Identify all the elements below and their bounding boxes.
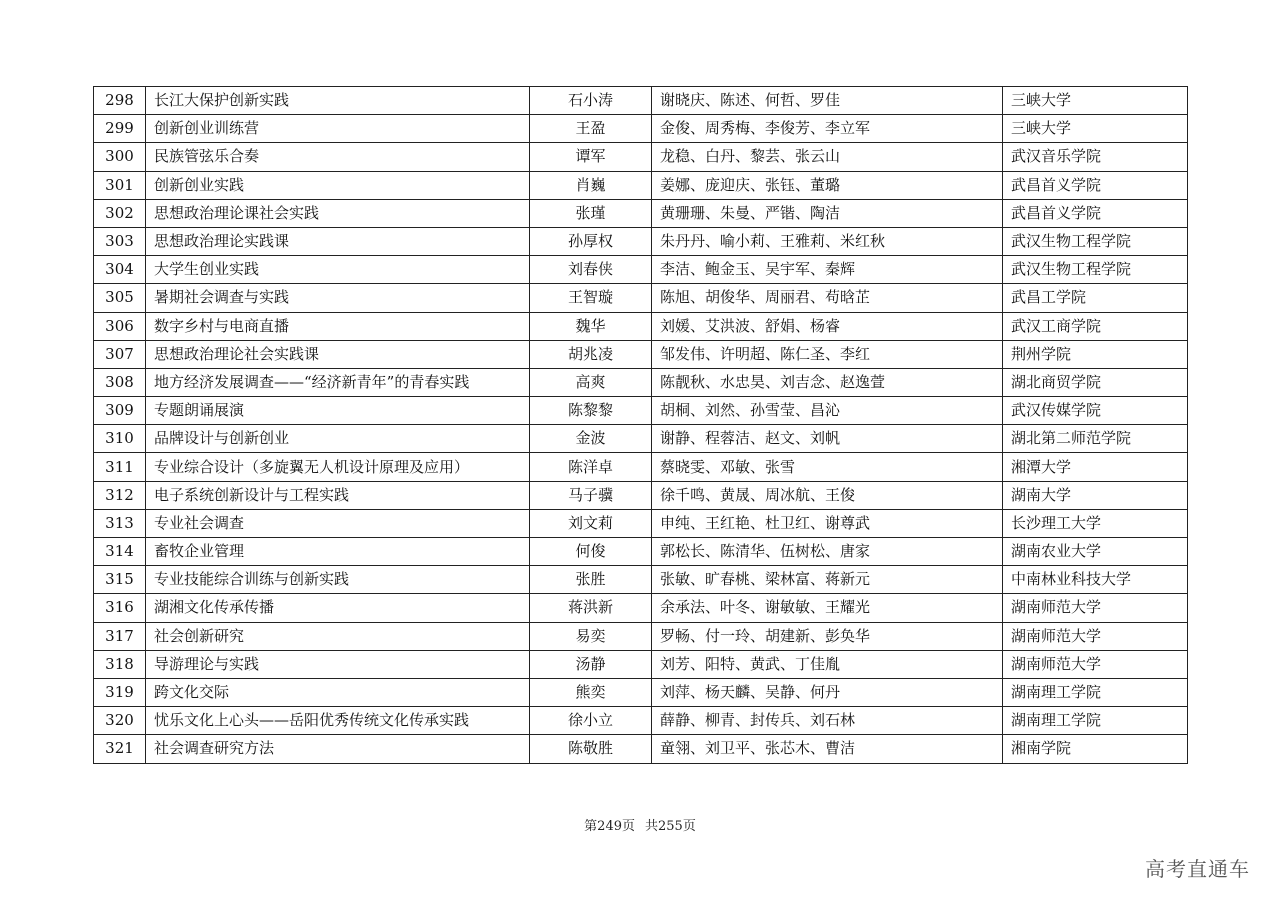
course-leader-cell: 金波	[530, 425, 652, 453]
course-leader-cell: 徐小立	[530, 707, 652, 735]
course-name-cell: 忧乐文化上心头——岳阳优秀传统文化传承实践	[146, 707, 530, 735]
table-row	[94, 312, 1188, 340]
team-members-cell: 薛静、柳青、封传兵、刘石林	[652, 707, 1003, 735]
course-leader-cell: 王智璇	[530, 284, 652, 312]
row-number-cell: 303	[94, 227, 146, 255]
table-row	[94, 678, 1188, 706]
team-members-cell: 李洁、鲍金玉、吴宇军、秦辉	[652, 256, 1003, 284]
table-row	[94, 87, 1188, 115]
school-cell: 长沙理工大学	[1003, 509, 1188, 537]
course-leader-cell: 魏华	[530, 312, 652, 340]
team-members-cell: 余承法、叶冬、谢敏敏、王耀光	[652, 594, 1003, 622]
table-row	[94, 622, 1188, 650]
team-members-cell: 刘萍、杨天麟、吴静、何丹	[652, 678, 1003, 706]
course-leader-cell: 蒋洪新	[530, 594, 652, 622]
course-name-cell: 跨文化交际	[146, 678, 530, 706]
team-members-cell: 郭松长、陈清华、伍树松、唐家	[652, 538, 1003, 566]
team-members-cell: 张敏、旷春桃、梁林富、蒋新元	[652, 566, 1003, 594]
course-leader-cell: 易奕	[530, 622, 652, 650]
school-cell: 中南林业科技大学	[1003, 566, 1188, 594]
team-members-cell: 罗畅、付一玲、胡建新、彭奂华	[652, 622, 1003, 650]
course-name-cell: 电子系统创新设计与工程实践	[146, 481, 530, 509]
team-members-cell: 金俊、周秀梅、李俊芳、李立军	[652, 115, 1003, 143]
school-cell: 武汉生物工程学院	[1003, 227, 1188, 255]
row-number-cell: 306	[94, 312, 146, 340]
school-cell: 三峡大学	[1003, 87, 1188, 115]
table-row	[94, 143, 1188, 171]
row-number-cell: 321	[94, 735, 146, 763]
table-row	[94, 538, 1188, 566]
row-number-cell: 319	[94, 678, 146, 706]
page-total: 共255页	[645, 819, 696, 834]
page-footer	[0, 815, 1280, 834]
team-members-cell: 谢晓庆、陈述、何哲、罗佳	[652, 87, 1003, 115]
team-members-cell: 蔡晓雯、邓敏、张雪	[652, 453, 1003, 481]
course-name-cell: 专题朗诵展演	[146, 397, 530, 425]
course-leader-cell: 张瑾	[530, 199, 652, 227]
course-leader-cell: 王盈	[530, 115, 652, 143]
table-row	[94, 115, 1188, 143]
row-number-cell: 308	[94, 368, 146, 396]
team-members-cell: 申纯、王红艳、杜卫红、谢尊武	[652, 509, 1003, 537]
table-row	[94, 650, 1188, 678]
table-row	[94, 171, 1188, 199]
row-number-cell: 300	[94, 143, 146, 171]
course-name-cell: 湖湘文化传承传播	[146, 594, 530, 622]
course-leader-cell: 刘春侠	[530, 256, 652, 284]
team-members-cell: 朱丹丹、喻小莉、王雅莉、米红秋	[652, 227, 1003, 255]
row-number-cell: 309	[94, 397, 146, 425]
course-leader-cell: 陈敬胜	[530, 735, 652, 763]
course-leader-cell: 熊奕	[530, 678, 652, 706]
table-row	[94, 509, 1188, 537]
row-number-cell: 298	[94, 87, 146, 115]
course-table	[93, 86, 1188, 764]
course-leader-cell: 刘文莉	[530, 509, 652, 537]
school-cell: 湖南师范大学	[1003, 622, 1188, 650]
school-cell: 湖南理工学院	[1003, 707, 1188, 735]
course-name-cell: 社会创新研究	[146, 622, 530, 650]
row-number-cell: 315	[94, 566, 146, 594]
table-row	[94, 227, 1188, 255]
table-row	[94, 735, 1188, 763]
school-cell: 湘潭大学	[1003, 453, 1188, 481]
school-cell: 湖南师范大学	[1003, 650, 1188, 678]
team-members-cell: 童翎、刘卫平、张芯木、曹洁	[652, 735, 1003, 763]
table-row	[94, 397, 1188, 425]
team-members-cell: 谢静、程蓉洁、赵文、刘帆	[652, 425, 1003, 453]
team-members-cell: 姜娜、庞迎庆、张钰、董璐	[652, 171, 1003, 199]
row-number-cell: 307	[94, 340, 146, 368]
team-members-cell: 胡桐、刘然、孙雪莹、昌沁	[652, 397, 1003, 425]
row-number-cell: 311	[94, 453, 146, 481]
team-members-cell: 刘媛、艾洪波、舒娟、杨睿	[652, 312, 1003, 340]
course-name-cell: 创新创业实践	[146, 171, 530, 199]
course-name-cell: 专业综合设计（多旋翼无人机设计原理及应用）	[146, 453, 530, 481]
course-name-cell: 品牌设计与创新创业	[146, 425, 530, 453]
course-name-cell: 数字乡村与电商直播	[146, 312, 530, 340]
team-members-cell: 龙稳、白丹、黎芸、张云山	[652, 143, 1003, 171]
school-cell: 湖北商贸学院	[1003, 368, 1188, 396]
team-members-cell: 陈旭、胡俊华、周丽君、苟晗芷	[652, 284, 1003, 312]
table-row	[94, 566, 1188, 594]
team-members-cell: 邹发伟、许明超、陈仁圣、李红	[652, 340, 1003, 368]
row-number-cell: 302	[94, 199, 146, 227]
course-name-cell: 导游理论与实践	[146, 650, 530, 678]
school-cell: 武汉传媒学院	[1003, 397, 1188, 425]
school-cell: 湖南师范大学	[1003, 594, 1188, 622]
table-row	[94, 481, 1188, 509]
school-cell: 湖南农业大学	[1003, 538, 1188, 566]
course-name-cell: 畜牧企业管理	[146, 538, 530, 566]
row-number-cell: 304	[94, 256, 146, 284]
row-number-cell: 313	[94, 509, 146, 537]
team-members-cell: 刘芳、阳特、黄武、丁佳胤	[652, 650, 1003, 678]
row-number-cell: 299	[94, 115, 146, 143]
course-name-cell: 思想政治理论课社会实践	[146, 199, 530, 227]
school-cell: 武汉生物工程学院	[1003, 256, 1188, 284]
school-cell: 武昌首义学院	[1003, 171, 1188, 199]
row-number-cell: 312	[94, 481, 146, 509]
watermark-text: 高考直通车	[1145, 857, 1250, 881]
course-leader-cell: 马子骥	[530, 481, 652, 509]
course-name-cell: 社会调查研究方法	[146, 735, 530, 763]
table-row	[94, 594, 1188, 622]
school-cell: 湖南理工学院	[1003, 678, 1188, 706]
table-body	[94, 87, 1188, 764]
team-members-cell: 徐千鸣、黄晟、周冰航、王俊	[652, 481, 1003, 509]
table-row	[94, 199, 1188, 227]
course-leader-cell: 肖巍	[530, 171, 652, 199]
school-cell: 湘南学院	[1003, 735, 1188, 763]
row-number-cell: 317	[94, 622, 146, 650]
course-leader-cell: 石小涛	[530, 87, 652, 115]
school-cell: 三峡大学	[1003, 115, 1188, 143]
course-leader-cell: 汤静	[530, 650, 652, 678]
table-row	[94, 340, 1188, 368]
course-name-cell: 民族管弦乐合奏	[146, 143, 530, 171]
course-leader-cell: 陈洋卓	[530, 453, 652, 481]
school-cell: 武汉音乐学院	[1003, 143, 1188, 171]
course-name-cell: 长江大保护创新实践	[146, 87, 530, 115]
course-name-cell: 专业社会调查	[146, 509, 530, 537]
course-name-cell: 大学生创业实践	[146, 256, 530, 284]
course-leader-cell: 张胜	[530, 566, 652, 594]
table-row	[94, 284, 1188, 312]
table-row	[94, 256, 1188, 284]
course-name-cell: 地方经济发展调查——“经济新青年”的青春实践	[146, 368, 530, 396]
school-cell: 湖南大学	[1003, 481, 1188, 509]
row-number-cell: 305	[94, 284, 146, 312]
team-members-cell: 陈靓秋、水忠昊、刘吉念、赵逸萱	[652, 368, 1003, 396]
page-number: 第249页	[584, 819, 635, 834]
school-cell: 荆州学院	[1003, 340, 1188, 368]
table-row	[94, 368, 1188, 396]
course-name-cell: 思想政治理论实践课	[146, 227, 530, 255]
course-name-cell: 暑期社会调查与实践	[146, 284, 530, 312]
course-leader-cell: 谭军	[530, 143, 652, 171]
table-row	[94, 707, 1188, 735]
table-row	[94, 453, 1188, 481]
row-number-cell: 318	[94, 650, 146, 678]
row-number-cell: 316	[94, 594, 146, 622]
school-cell: 湖北第二师范学院	[1003, 425, 1188, 453]
course-leader-cell: 何俊	[530, 538, 652, 566]
course-name-cell: 思想政治理论社会实践课	[146, 340, 530, 368]
course-name-cell: 专业技能综合训练与创新实践	[146, 566, 530, 594]
course-leader-cell: 陈黎黎	[530, 397, 652, 425]
course-leader-cell: 孙厚权	[530, 227, 652, 255]
course-name-cell: 创新创业训练营	[146, 115, 530, 143]
team-members-cell: 黄珊珊、朱曼、严锴、陶洁	[652, 199, 1003, 227]
row-number-cell: 320	[94, 707, 146, 735]
row-number-cell: 310	[94, 425, 146, 453]
school-cell: 武汉工商学院	[1003, 312, 1188, 340]
school-cell: 武昌工学院	[1003, 284, 1188, 312]
course-leader-cell: 高爽	[530, 368, 652, 396]
row-number-cell: 301	[94, 171, 146, 199]
row-number-cell: 314	[94, 538, 146, 566]
course-leader-cell: 胡兆凌	[530, 340, 652, 368]
table-row	[94, 425, 1188, 453]
school-cell: 武昌首义学院	[1003, 199, 1188, 227]
